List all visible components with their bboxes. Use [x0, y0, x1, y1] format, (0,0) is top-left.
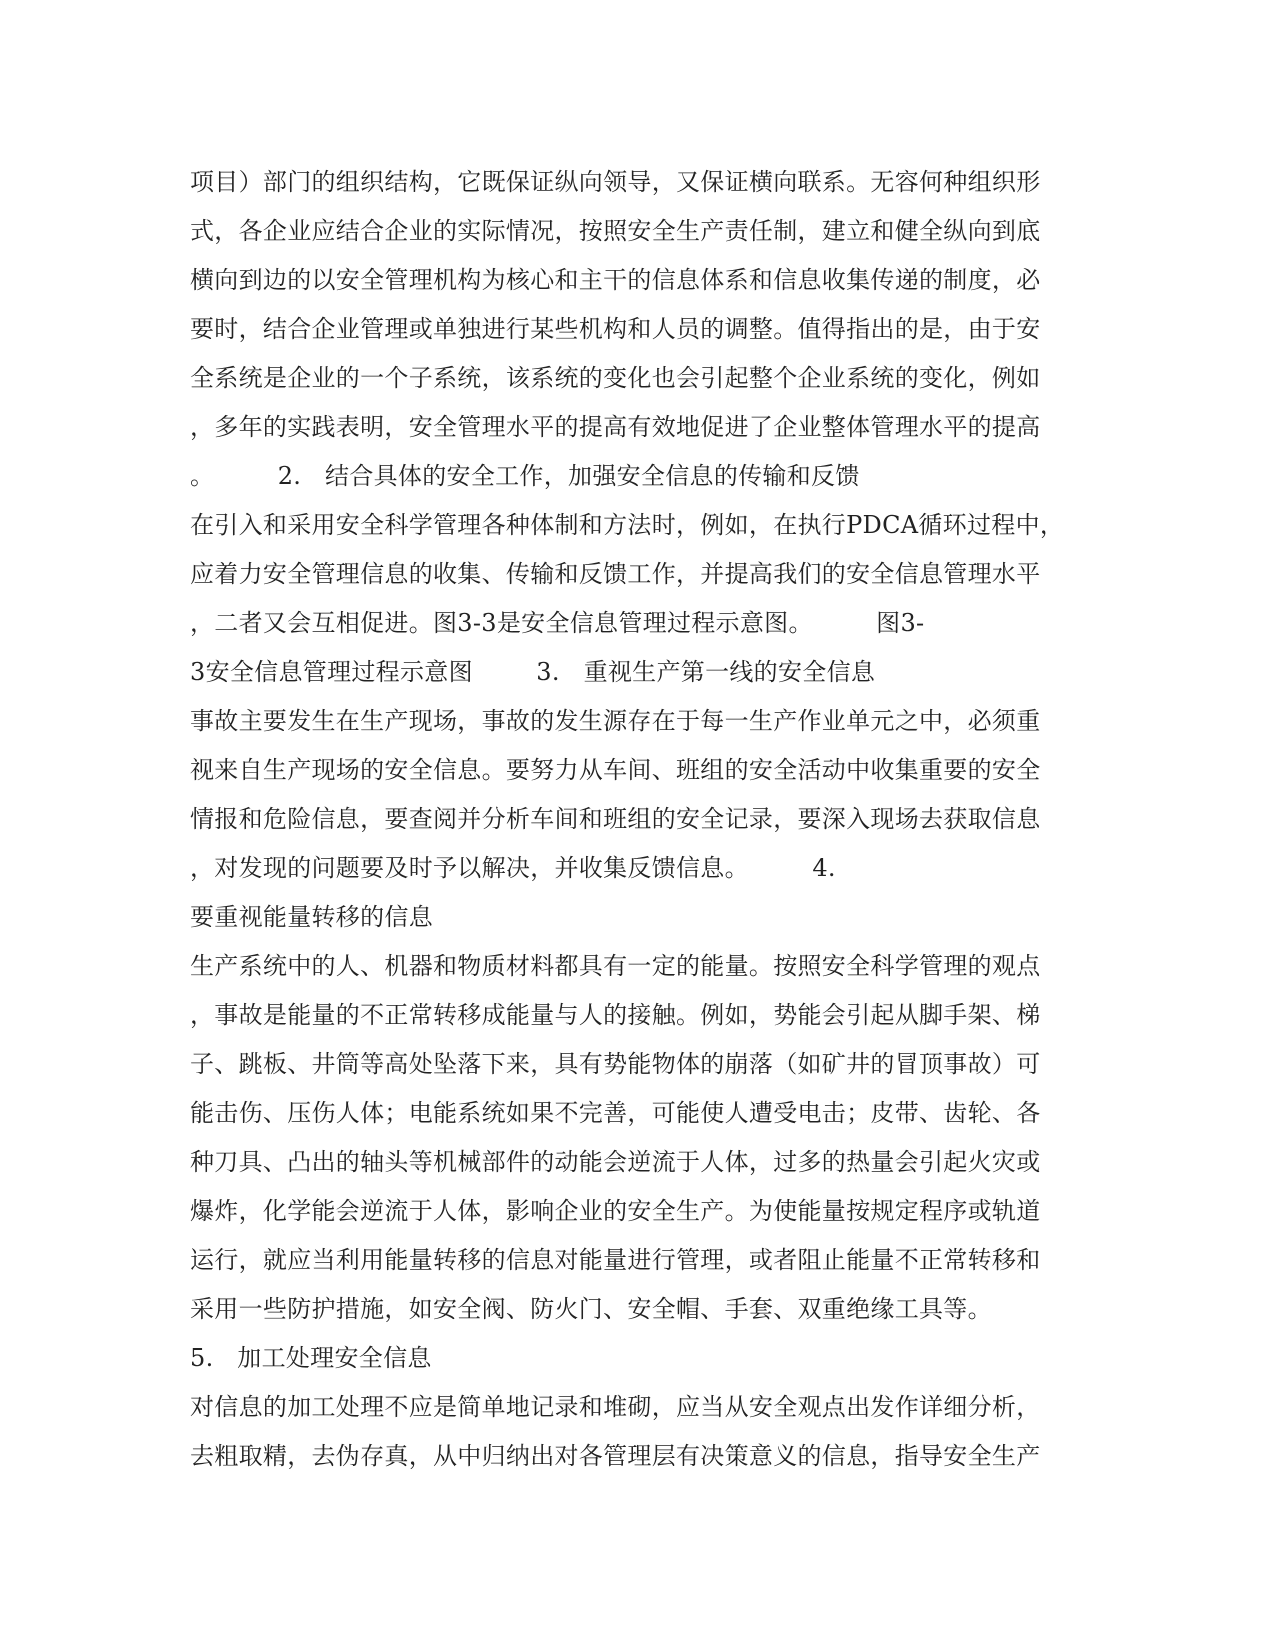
text-line: 子、跳板、井筒等高处坠落下来，具有势能物体的崩落（如矿井的冒顶事故）可	[190, 1050, 1041, 1078]
text-line: 去粗取精，去伪存真，从中归纳出对各管理层有决策意义的信息，指导安全生产	[190, 1442, 1041, 1470]
body-text	[190, 158, 1070, 1481]
text-line: 要时，结合企业管理或单独进行某些机构和人员的调整。值得指出的是，由于安	[190, 315, 1041, 343]
text-line: ，二者又会互相促进。图3-3是安全信息管理过程示意图。 图3-	[190, 609, 925, 637]
text-line: 对信息的加工处理不应是简单地记录和堆砌，应当从安全观点出发作详细分析，	[190, 1393, 1041, 1421]
section-heading-5: 5. 加工处理安全信息	[190, 1344, 432, 1372]
text-line: 视来自生产现场的安全信息。要努力从车间、班组的安全活动中收集重要的安全	[190, 756, 1041, 784]
section-heading-2: 。 2. 结合具体的安全工作，加强安全信息的传输和反馈	[190, 462, 860, 490]
text-line: 种刀具、凸出的轴头等机械部件的动能会逆流于人体，过多的热量会引起火灾或	[190, 1148, 1041, 1176]
text-line: ，对发现的问题要及时予以解决，并收集反馈信息。 4.	[190, 854, 836, 882]
text-line: 情报和危险信息，要查阅并分析车间和班组的安全记录，要深入现场去获取信息	[190, 805, 1041, 833]
text-line: 能击伤、压伤人体；电能系统如果不完善，可能使人遭受电击；皮带、齿轮、各	[190, 1099, 1041, 1127]
text-line: 运行，就应当利用能量转移的信息对能量进行管理，或者阻止能量不正常转移和	[190, 1246, 1041, 1274]
text-line: 项目）部门的组织结构，它既保证纵向领导，又保证横向联系。无容何种组织形	[190, 168, 1041, 196]
text-line: 在引入和采用安全科学管理各种体制和方法时，例如，在执行PDCA循环过程中，	[190, 511, 1065, 539]
section-heading-3: 3安全信息管理过程示意图 3. 重视生产第一线的安全信息	[190, 658, 876, 686]
text-line: 生产系统中的人、机器和物质材料都具有一定的能量。按照安全科学管理的观点	[190, 952, 1041, 980]
text-line: ，多年的实践表明，安全管理水平的提高有效地促进了企业整体管理水平的提高	[190, 413, 1041, 441]
section-heading-4: 要重视能量转移的信息	[190, 903, 433, 931]
text-line: 式，各企业应结合企业的实际情况，按照安全生产责任制，建立和健全纵向到底	[190, 217, 1041, 245]
text-line: 爆炸，化学能会逆流于人体，影响企业的安全生产。为使能量按规定程序或轨道	[190, 1197, 1041, 1225]
text-line: ，事故是能量的不正常转移成能量与人的接触。例如，势能会引起从脚手架、梯	[190, 1001, 1041, 1029]
text-line: 应着力安全管理信息的收集、传输和反馈工作，并提高我们的安全信息管理水平	[190, 560, 1041, 588]
text-line: 全系统是企业的一个子系统，该系统的变化也会引起整个企业系统的变化，例如	[190, 364, 1041, 392]
text-line: 横向到边的以安全管理机构为核心和主干的信息体系和信息收集传递的制度，必	[190, 266, 1041, 294]
text-line: 事故主要发生在生产现场，事故的发生源存在于每一生产作业单元之中，必须重	[190, 707, 1041, 735]
text-line: 采用一些防护措施，如安全阀、防火门、安全帽、手套、双重绝缘工具等。	[190, 1295, 992, 1323]
